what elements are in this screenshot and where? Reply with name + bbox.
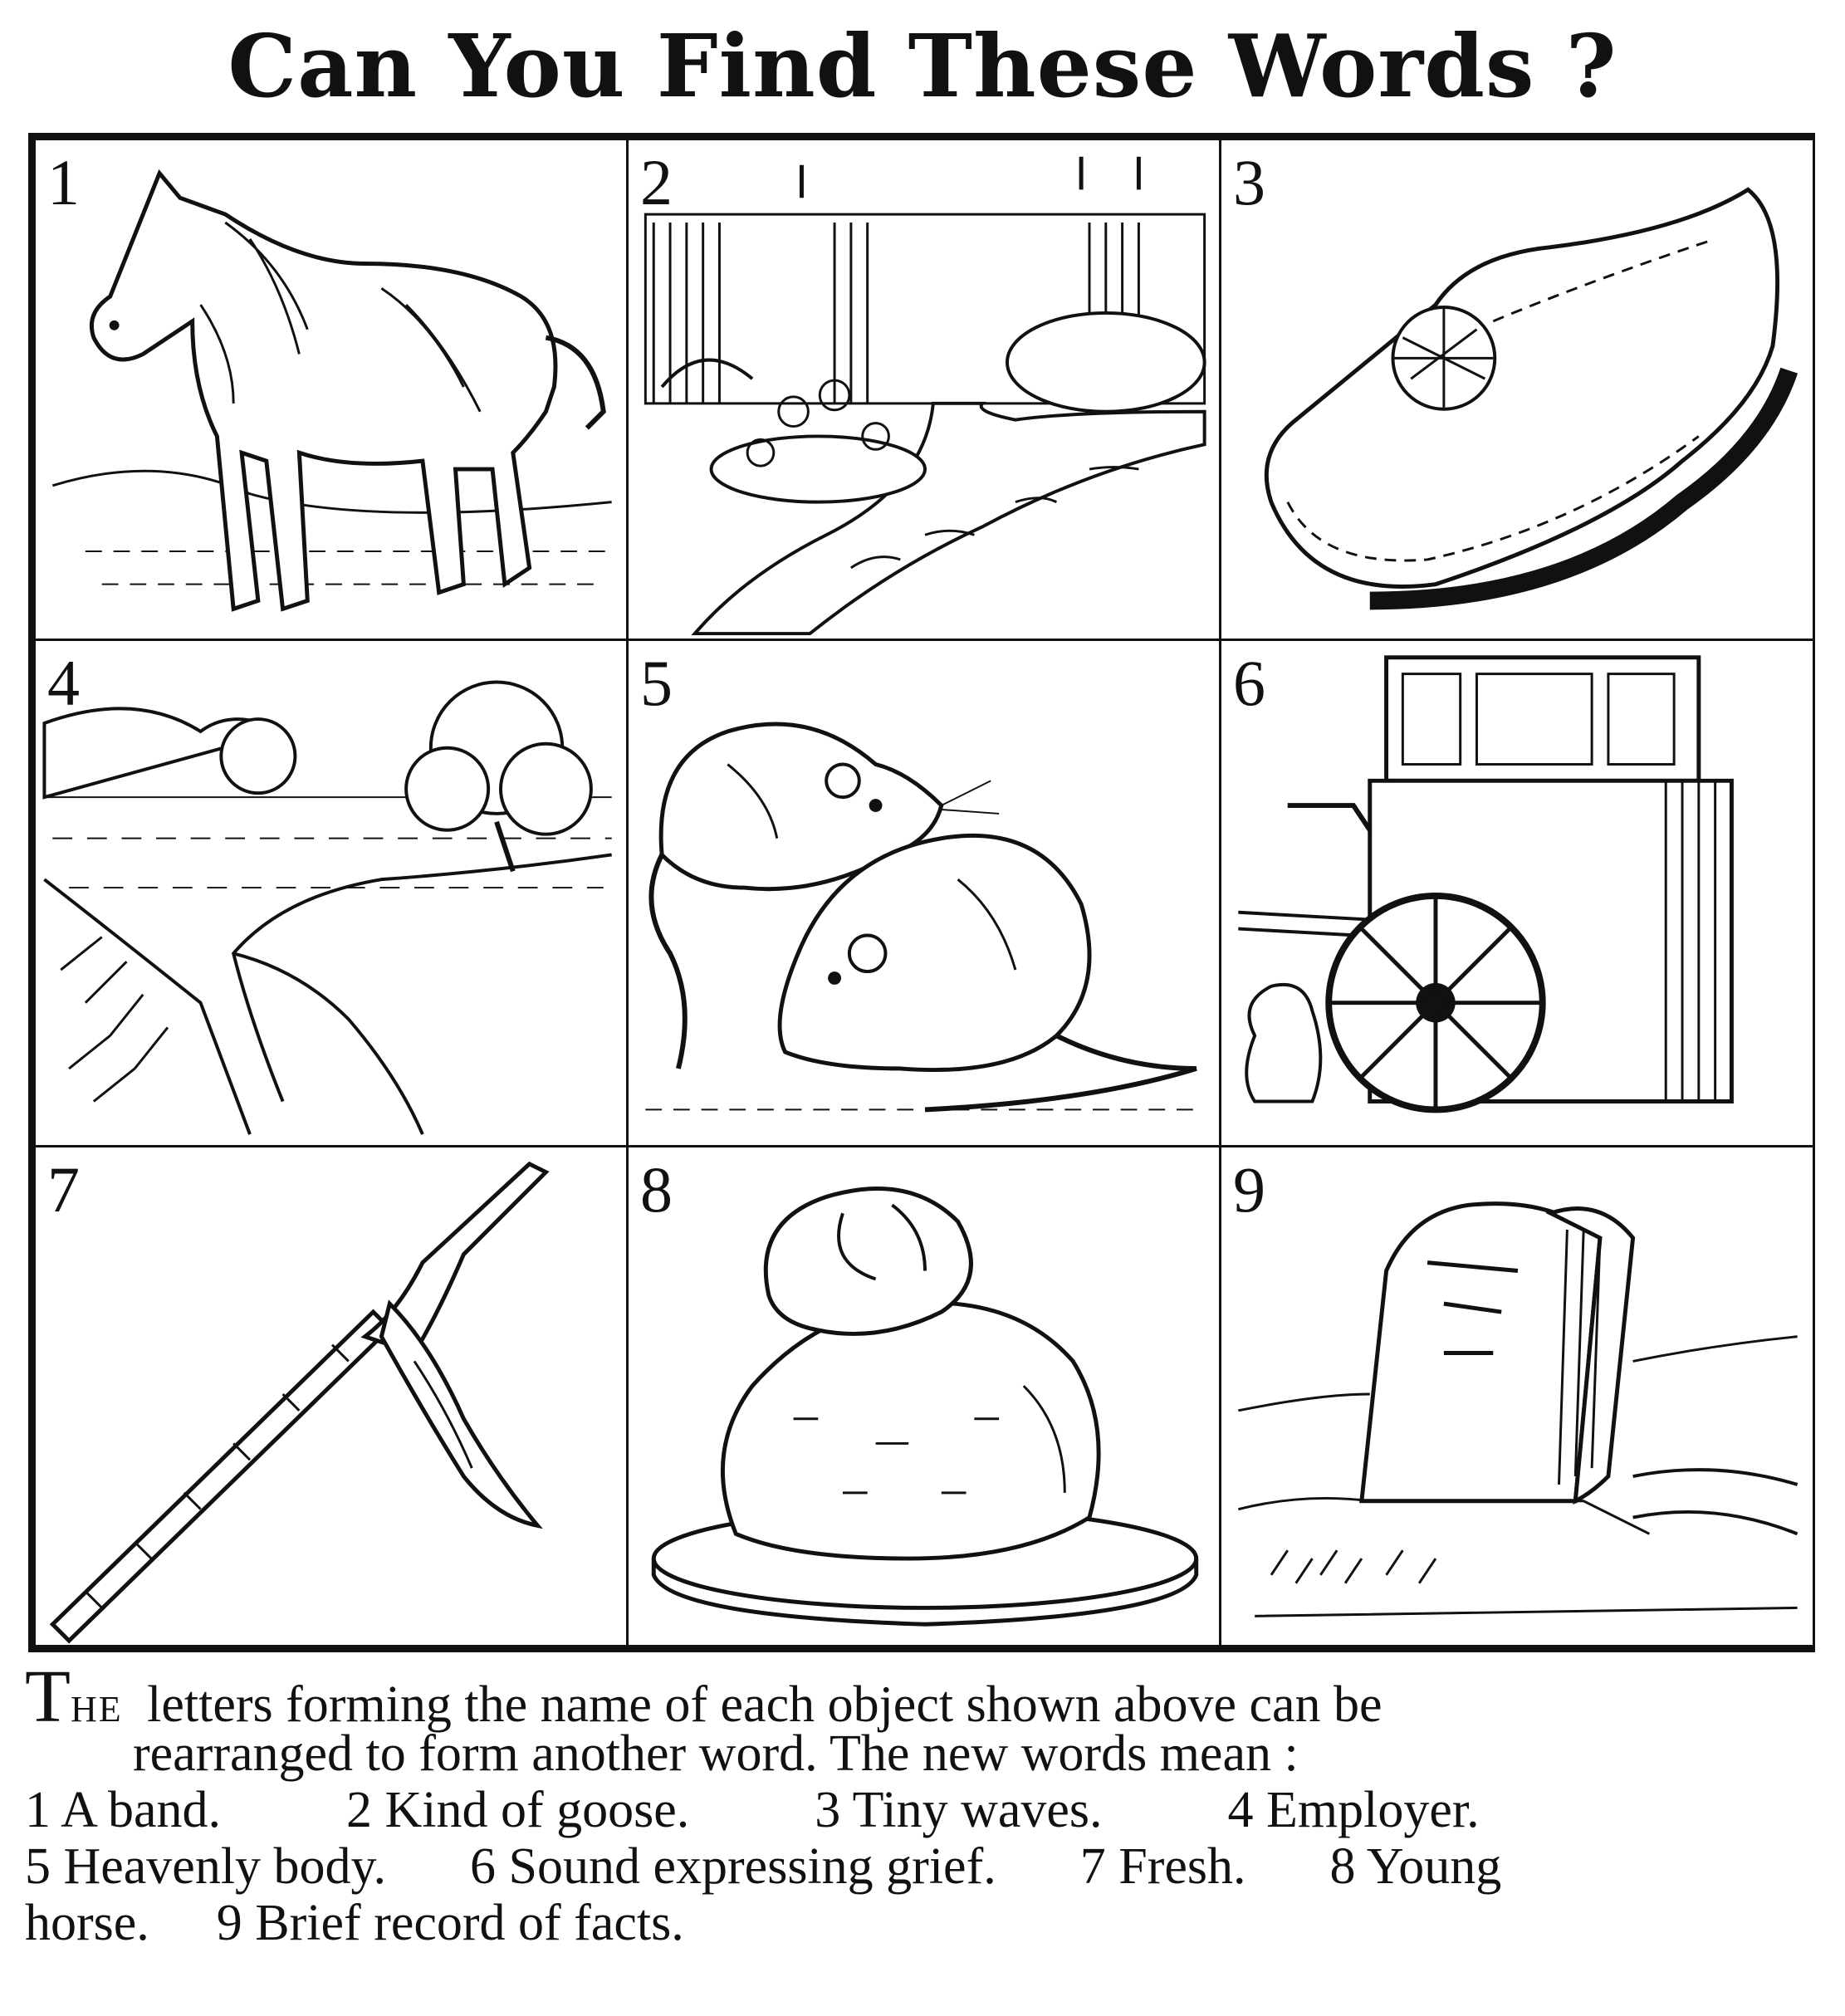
clue-text: Tiny waves. bbox=[852, 1782, 1103, 1838]
panel-number: 1 bbox=[47, 146, 80, 218]
panel-number: 8 bbox=[640, 1153, 673, 1226]
clue-number: 2 bbox=[345, 1782, 372, 1838]
river-landscape-icon bbox=[36, 641, 626, 1145]
clue-text: Fresh. bbox=[1118, 1838, 1246, 1895]
panel-4 bbox=[33, 639, 629, 1147]
panel-2 bbox=[626, 138, 1221, 641]
panel-number: 4 bbox=[47, 647, 80, 719]
clue-text: Kind of goose. bbox=[384, 1782, 690, 1838]
slipper-icon bbox=[1221, 140, 1813, 639]
puzzle-title: Can You Find These Words ? bbox=[228, 15, 1617, 117]
clue-number: 7 bbox=[1079, 1838, 1106, 1895]
panel-9 bbox=[1219, 1145, 1815, 1647]
panel-number: 7 bbox=[47, 1153, 80, 1226]
panel-number: 3 bbox=[1233, 146, 1265, 218]
caption-text: rearranged to form another word. The new words mean : bbox=[133, 1725, 1299, 1782]
clue-text: A band. bbox=[61, 1782, 221, 1838]
small-caps: HE bbox=[70, 1689, 123, 1730]
clue-text: horse. bbox=[25, 1895, 149, 1951]
caption-text: letters forming the name of each object shown above can be bbox=[147, 1676, 1383, 1733]
panel-5 bbox=[626, 639, 1221, 1147]
milestone-icon bbox=[1221, 1147, 1813, 1645]
clue-line-2 bbox=[25, 1838, 1501, 1895]
clue-number: 8 bbox=[1329, 1838, 1356, 1895]
rats-icon bbox=[629, 641, 1219, 1145]
clue-number: 3 bbox=[815, 1782, 841, 1838]
clue-text: Brief record of facts. bbox=[255, 1895, 684, 1951]
caption-line-2 bbox=[133, 1725, 1299, 1782]
clue-line-1 bbox=[25, 1782, 1480, 1838]
horse-icon bbox=[36, 140, 626, 639]
panel-6 bbox=[1219, 639, 1815, 1147]
panel-1 bbox=[33, 138, 629, 641]
panel-number: 2 bbox=[640, 146, 673, 218]
barrel-organ-icon bbox=[1221, 641, 1813, 1145]
clue-text: Sound expressing grief. bbox=[508, 1838, 996, 1895]
panel-3 bbox=[1219, 138, 1815, 641]
clue-number: 6 bbox=[470, 1838, 497, 1895]
clue-number: 1 bbox=[25, 1782, 51, 1838]
clue-text: Employer. bbox=[1266, 1782, 1480, 1838]
clue-number: 5 bbox=[25, 1838, 51, 1895]
panel-7 bbox=[33, 1145, 629, 1647]
panel-number: 6 bbox=[1233, 647, 1265, 719]
picture-grid bbox=[28, 133, 1815, 1652]
clue-text: Heavenly body. bbox=[63, 1838, 387, 1895]
clue-number: 9 bbox=[216, 1895, 242, 1951]
loaf-icon bbox=[629, 1147, 1219, 1645]
drop-cap: T bbox=[25, 1656, 71, 1738]
clue-text: Young bbox=[1366, 1838, 1502, 1895]
panel-number: 9 bbox=[1233, 1153, 1265, 1226]
garden-path-icon bbox=[629, 140, 1219, 639]
clue-number: 4 bbox=[1227, 1782, 1254, 1838]
panel-number: 5 bbox=[640, 647, 673, 719]
pickaxe-icon bbox=[36, 1147, 626, 1645]
clue-line-3 bbox=[25, 1895, 684, 1951]
panel-8 bbox=[626, 1145, 1221, 1647]
